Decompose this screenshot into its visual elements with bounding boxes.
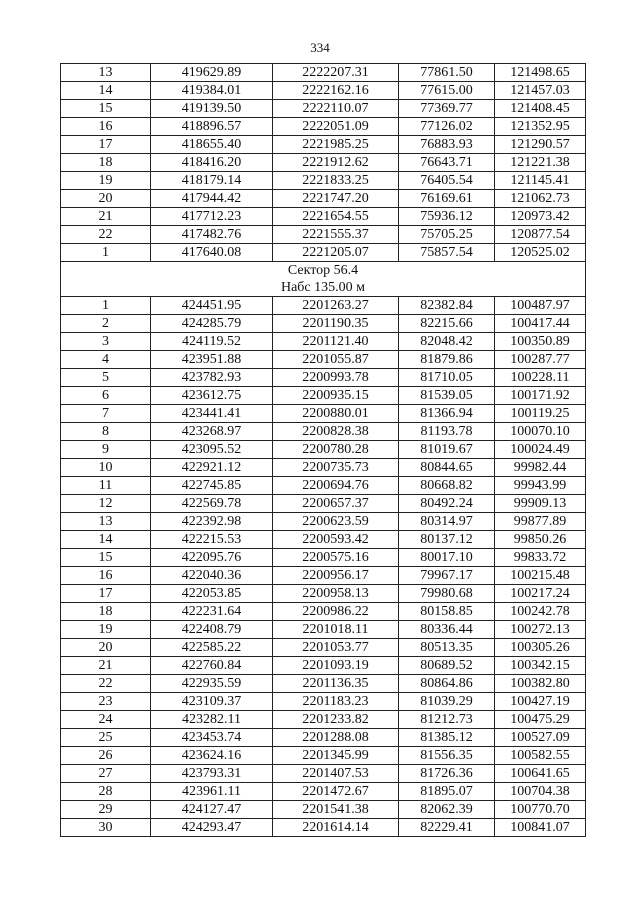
x-local-cell: 76883.93 bbox=[399, 136, 495, 154]
y-coord-cell: 2221833.25 bbox=[273, 172, 399, 190]
x-local-cell: 82215.66 bbox=[399, 315, 495, 333]
y-local-cell: 121352.95 bbox=[495, 118, 586, 136]
x-local-cell: 82382.84 bbox=[399, 297, 495, 315]
y-local-cell: 99850.26 bbox=[495, 531, 586, 549]
y-local-cell: 99982.44 bbox=[495, 459, 586, 477]
x-coord-cell: 417482.76 bbox=[151, 226, 273, 244]
y-coord-cell: 2201233.82 bbox=[273, 711, 399, 729]
y-local-cell: 121498.65 bbox=[495, 64, 586, 82]
table-row bbox=[61, 423, 586, 441]
point-number-cell: 16 bbox=[61, 567, 151, 585]
x-local-cell: 82048.42 bbox=[399, 333, 495, 351]
y-coord-cell: 2222110.07 bbox=[273, 100, 399, 118]
x-local-cell: 76405.54 bbox=[399, 172, 495, 190]
y-coord-cell: 2221912.62 bbox=[273, 154, 399, 172]
y-local-cell: 100527.09 bbox=[495, 729, 586, 747]
y-local-cell: 121062.73 bbox=[495, 190, 586, 208]
x-coord-cell: 418655.40 bbox=[151, 136, 273, 154]
table-row bbox=[61, 315, 586, 333]
point-number-cell: 4 bbox=[61, 351, 151, 369]
y-local-cell: 100272.13 bbox=[495, 621, 586, 639]
point-number-cell: 19 bbox=[61, 621, 151, 639]
y-coord-cell: 2201288.08 bbox=[273, 729, 399, 747]
point-number-cell: 21 bbox=[61, 657, 151, 675]
point-number-cell: 23 bbox=[61, 693, 151, 711]
y-local-cell: 99877.89 bbox=[495, 513, 586, 531]
point-number-cell: 20 bbox=[61, 639, 151, 657]
point-number-cell: 2 bbox=[61, 315, 151, 333]
table-row bbox=[61, 136, 586, 154]
x-coord-cell: 422760.84 bbox=[151, 657, 273, 675]
x-local-cell: 77615.00 bbox=[399, 82, 495, 100]
y-coord-cell: 2201263.27 bbox=[273, 297, 399, 315]
y-coord-cell: 2221205.07 bbox=[273, 244, 399, 262]
x-coord-cell: 418179.14 bbox=[151, 172, 273, 190]
table-row bbox=[61, 783, 586, 801]
sector-header bbox=[61, 262, 586, 297]
y-coord-cell: 2200623.59 bbox=[273, 513, 399, 531]
point-number-cell: 18 bbox=[61, 603, 151, 621]
table-body-upper bbox=[61, 64, 586, 262]
table-row bbox=[61, 495, 586, 513]
y-local-cell: 100217.24 bbox=[495, 585, 586, 603]
y-coord-cell: 2201053.77 bbox=[273, 639, 399, 657]
x-coord-cell: 422040.36 bbox=[151, 567, 273, 585]
table-row bbox=[61, 693, 586, 711]
y-local-cell: 100287.77 bbox=[495, 351, 586, 369]
y-local-cell: 100215.48 bbox=[495, 567, 586, 585]
y-local-cell: 99909.13 bbox=[495, 495, 586, 513]
point-number-cell: 7 bbox=[61, 405, 151, 423]
x-coord-cell: 423441.41 bbox=[151, 405, 273, 423]
x-coord-cell: 422053.85 bbox=[151, 585, 273, 603]
point-number-cell: 8 bbox=[61, 423, 151, 441]
point-number-cell: 28 bbox=[61, 783, 151, 801]
point-number-cell: 12 bbox=[61, 495, 151, 513]
point-number-cell: 11 bbox=[61, 477, 151, 495]
x-local-cell: 77861.50 bbox=[399, 64, 495, 82]
x-local-cell: 75857.54 bbox=[399, 244, 495, 262]
x-coord-cell: 424285.79 bbox=[151, 315, 273, 333]
point-number-cell: 30 bbox=[61, 819, 151, 837]
x-local-cell: 80314.97 bbox=[399, 513, 495, 531]
x-local-cell: 80492.24 bbox=[399, 495, 495, 513]
y-local-cell: 100350.89 bbox=[495, 333, 586, 351]
y-local-cell: 100228.11 bbox=[495, 369, 586, 387]
x-local-cell: 80336.44 bbox=[399, 621, 495, 639]
table-row bbox=[61, 747, 586, 765]
table-row bbox=[61, 118, 586, 136]
x-coord-cell: 424127.47 bbox=[151, 801, 273, 819]
point-number-cell: 21 bbox=[61, 208, 151, 226]
point-number-cell: 13 bbox=[61, 513, 151, 531]
x-local-cell: 81366.94 bbox=[399, 405, 495, 423]
y-local-cell: 100171.92 bbox=[495, 387, 586, 405]
y-coord-cell: 2201018.11 bbox=[273, 621, 399, 639]
coordinates-table bbox=[60, 63, 586, 837]
x-local-cell: 76643.71 bbox=[399, 154, 495, 172]
table-row bbox=[61, 190, 586, 208]
table-row bbox=[61, 585, 586, 603]
y-local-cell: 121145.41 bbox=[495, 172, 586, 190]
table-row bbox=[61, 549, 586, 567]
y-local-cell: 121221.38 bbox=[495, 154, 586, 172]
table-row bbox=[61, 441, 586, 459]
table-row bbox=[61, 244, 586, 262]
table-row bbox=[61, 513, 586, 531]
y-coord-cell: 2201407.53 bbox=[273, 765, 399, 783]
x-local-cell: 82062.39 bbox=[399, 801, 495, 819]
x-coord-cell: 422935.59 bbox=[151, 675, 273, 693]
y-local-cell: 120877.54 bbox=[495, 226, 586, 244]
x-local-cell: 80137.12 bbox=[399, 531, 495, 549]
x-local-cell: 80158.85 bbox=[399, 603, 495, 621]
y-coord-cell: 2221654.55 bbox=[273, 208, 399, 226]
y-coord-cell: 2221555.37 bbox=[273, 226, 399, 244]
x-coord-cell: 418416.20 bbox=[151, 154, 273, 172]
x-coord-cell: 419629.89 bbox=[151, 64, 273, 82]
point-number-cell: 25 bbox=[61, 729, 151, 747]
sector-row bbox=[61, 262, 586, 297]
table-row bbox=[61, 333, 586, 351]
table-body-lower bbox=[61, 297, 586, 837]
x-coord-cell: 417712.23 bbox=[151, 208, 273, 226]
y-coord-cell: 2200828.38 bbox=[273, 423, 399, 441]
y-coord-cell: 2201136.35 bbox=[273, 675, 399, 693]
x-local-cell: 81556.35 bbox=[399, 747, 495, 765]
y-local-cell: 100070.10 bbox=[495, 423, 586, 441]
point-number-cell: 9 bbox=[61, 441, 151, 459]
x-local-cell: 81710.05 bbox=[399, 369, 495, 387]
y-local-cell: 100242.78 bbox=[495, 603, 586, 621]
x-coord-cell: 419139.50 bbox=[151, 100, 273, 118]
table-row bbox=[61, 621, 586, 639]
point-number-cell: 14 bbox=[61, 531, 151, 549]
y-local-cell: 120525.02 bbox=[495, 244, 586, 262]
y-local-cell: 100582.55 bbox=[495, 747, 586, 765]
y-local-cell: 100024.49 bbox=[495, 441, 586, 459]
sector-height: Набс 135.00 м bbox=[280, 280, 366, 295]
x-coord-cell: 417944.42 bbox=[151, 190, 273, 208]
x-local-cell: 81385.12 bbox=[399, 729, 495, 747]
table-row bbox=[61, 729, 586, 747]
x-coord-cell: 422231.64 bbox=[151, 603, 273, 621]
x-coord-cell: 423951.88 bbox=[151, 351, 273, 369]
x-coord-cell: 424119.52 bbox=[151, 333, 273, 351]
table-row bbox=[61, 297, 586, 315]
x-local-cell: 80017.10 bbox=[399, 549, 495, 567]
table-row bbox=[61, 477, 586, 495]
y-coord-cell: 2201121.40 bbox=[273, 333, 399, 351]
x-coord-cell: 422569.78 bbox=[151, 495, 273, 513]
y-coord-cell: 2201614.14 bbox=[273, 819, 399, 837]
y-local-cell: 100487.97 bbox=[495, 297, 586, 315]
x-local-cell: 77369.77 bbox=[399, 100, 495, 118]
x-local-cell: 79980.68 bbox=[399, 585, 495, 603]
y-local-cell: 121290.57 bbox=[495, 136, 586, 154]
y-local-cell: 100305.26 bbox=[495, 639, 586, 657]
y-local-cell: 100119.25 bbox=[495, 405, 586, 423]
y-coord-cell: 2201345.99 bbox=[273, 747, 399, 765]
y-coord-cell: 2200993.78 bbox=[273, 369, 399, 387]
point-number-cell: 26 bbox=[61, 747, 151, 765]
y-coord-cell: 2200735.73 bbox=[273, 459, 399, 477]
y-coord-cell: 2201093.19 bbox=[273, 657, 399, 675]
table-row bbox=[61, 387, 586, 405]
y-coord-cell: 2222051.09 bbox=[273, 118, 399, 136]
x-coord-cell: 423268.97 bbox=[151, 423, 273, 441]
x-local-cell: 81879.86 bbox=[399, 351, 495, 369]
x-local-cell: 81039.29 bbox=[399, 693, 495, 711]
x-coord-cell: 423095.52 bbox=[151, 441, 273, 459]
table-row bbox=[61, 459, 586, 477]
point-number-cell: 17 bbox=[61, 136, 151, 154]
table-row bbox=[61, 369, 586, 387]
x-coord-cell: 423961.11 bbox=[151, 783, 273, 801]
y-local-cell: 100342.15 bbox=[495, 657, 586, 675]
y-coord-cell: 2200575.16 bbox=[273, 549, 399, 567]
table-row bbox=[61, 405, 586, 423]
point-number-cell: 1 bbox=[61, 297, 151, 315]
y-coord-cell: 2200958.13 bbox=[273, 585, 399, 603]
y-coord-cell: 2222162.16 bbox=[273, 82, 399, 100]
y-coord-cell: 2200694.76 bbox=[273, 477, 399, 495]
x-coord-cell: 422921.12 bbox=[151, 459, 273, 477]
point-number-cell: 18 bbox=[61, 154, 151, 172]
table-row bbox=[61, 765, 586, 783]
point-number-cell: 20 bbox=[61, 190, 151, 208]
point-number-cell: 10 bbox=[61, 459, 151, 477]
y-coord-cell: 2200986.22 bbox=[273, 603, 399, 621]
point-number-cell: 24 bbox=[61, 711, 151, 729]
point-number-cell: 15 bbox=[61, 549, 151, 567]
point-number-cell: 5 bbox=[61, 369, 151, 387]
point-number-cell: 3 bbox=[61, 333, 151, 351]
x-coord-cell: 422745.85 bbox=[151, 477, 273, 495]
x-local-cell: 76169.61 bbox=[399, 190, 495, 208]
table-row bbox=[61, 639, 586, 657]
table-row bbox=[61, 154, 586, 172]
table-row bbox=[61, 64, 586, 82]
y-local-cell: 121457.03 bbox=[495, 82, 586, 100]
table-row bbox=[61, 711, 586, 729]
y-local-cell: 99943.99 bbox=[495, 477, 586, 495]
x-local-cell: 81019.67 bbox=[399, 441, 495, 459]
y-local-cell: 100417.44 bbox=[495, 315, 586, 333]
x-coord-cell: 424293.47 bbox=[151, 819, 273, 837]
x-coord-cell: 419384.01 bbox=[151, 82, 273, 100]
x-local-cell: 80864.86 bbox=[399, 675, 495, 693]
x-local-cell: 80844.65 bbox=[399, 459, 495, 477]
point-number-cell: 6 bbox=[61, 387, 151, 405]
x-coord-cell: 423624.16 bbox=[151, 747, 273, 765]
x-coord-cell: 422408.79 bbox=[151, 621, 273, 639]
x-coord-cell: 422095.76 bbox=[151, 549, 273, 567]
point-number-cell: 29 bbox=[61, 801, 151, 819]
y-local-cell: 100841.07 bbox=[495, 819, 586, 837]
table-row bbox=[61, 567, 586, 585]
y-coord-cell: 2201055.87 bbox=[273, 351, 399, 369]
table-row bbox=[61, 801, 586, 819]
x-local-cell: 81726.36 bbox=[399, 765, 495, 783]
x-coord-cell: 423109.37 bbox=[151, 693, 273, 711]
x-coord-cell: 424451.95 bbox=[151, 297, 273, 315]
table-row bbox=[61, 657, 586, 675]
x-local-cell: 81539.05 bbox=[399, 387, 495, 405]
page-number: 334 bbox=[310, 40, 330, 55]
table-row bbox=[61, 675, 586, 693]
x-local-cell: 80513.35 bbox=[399, 639, 495, 657]
x-coord-cell: 422585.22 bbox=[151, 639, 273, 657]
table-row bbox=[61, 351, 586, 369]
y-coord-cell: 2200593.42 bbox=[273, 531, 399, 549]
table-row bbox=[61, 226, 586, 244]
table-row bbox=[61, 100, 586, 118]
table-row bbox=[61, 82, 586, 100]
point-number-cell: 14 bbox=[61, 82, 151, 100]
point-number-cell: 16 bbox=[61, 118, 151, 136]
y-coord-cell: 2201541.38 bbox=[273, 801, 399, 819]
x-local-cell: 81193.78 bbox=[399, 423, 495, 441]
x-coord-cell: 417640.08 bbox=[151, 244, 273, 262]
x-local-cell: 75705.25 bbox=[399, 226, 495, 244]
x-coord-cell: 422215.53 bbox=[151, 531, 273, 549]
y-local-cell: 121408.45 bbox=[495, 100, 586, 118]
table-row bbox=[61, 208, 586, 226]
y-coord-cell: 2201472.67 bbox=[273, 783, 399, 801]
y-coord-cell: 2200956.17 bbox=[273, 567, 399, 585]
x-local-cell: 80689.52 bbox=[399, 657, 495, 675]
y-local-cell: 100704.38 bbox=[495, 783, 586, 801]
x-coord-cell: 423612.75 bbox=[151, 387, 273, 405]
y-coord-cell: 2200780.28 bbox=[273, 441, 399, 459]
x-coord-cell: 423793.31 bbox=[151, 765, 273, 783]
y-local-cell: 100475.29 bbox=[495, 711, 586, 729]
y-local-cell: 99833.72 bbox=[495, 549, 586, 567]
x-local-cell: 81212.73 bbox=[399, 711, 495, 729]
point-number-cell: 19 bbox=[61, 172, 151, 190]
x-local-cell: 82229.41 bbox=[399, 819, 495, 837]
x-local-cell: 81895.07 bbox=[399, 783, 495, 801]
sector-cell bbox=[61, 262, 586, 297]
point-number-cell: 22 bbox=[61, 675, 151, 693]
table-row bbox=[61, 819, 586, 837]
y-local-cell: 100770.70 bbox=[495, 801, 586, 819]
y-local-cell: 100641.65 bbox=[495, 765, 586, 783]
point-number-cell: 22 bbox=[61, 226, 151, 244]
x-local-cell: 75936.12 bbox=[399, 208, 495, 226]
y-coord-cell: 2221985.25 bbox=[273, 136, 399, 154]
x-local-cell: 77126.02 bbox=[399, 118, 495, 136]
y-coord-cell: 2221747.20 bbox=[273, 190, 399, 208]
point-number-cell: 27 bbox=[61, 765, 151, 783]
point-number-cell: 13 bbox=[61, 64, 151, 82]
point-number-cell: 17 bbox=[61, 585, 151, 603]
sector-name: Сектор 56.4 bbox=[287, 263, 359, 278]
y-coord-cell: 2200880.01 bbox=[273, 405, 399, 423]
y-coord-cell: 2200657.37 bbox=[273, 495, 399, 513]
table-row bbox=[61, 603, 586, 621]
y-local-cell: 100382.80 bbox=[495, 675, 586, 693]
y-coord-cell: 2201183.23 bbox=[273, 693, 399, 711]
y-coord-cell: 2201190.35 bbox=[273, 315, 399, 333]
point-number-cell: 15 bbox=[61, 100, 151, 118]
x-coord-cell: 423282.11 bbox=[151, 711, 273, 729]
x-local-cell: 80668.82 bbox=[399, 477, 495, 495]
point-number-cell: 1 bbox=[61, 244, 151, 262]
x-coord-cell: 422392.98 bbox=[151, 513, 273, 531]
x-coord-cell: 423453.74 bbox=[151, 729, 273, 747]
y-coord-cell: 2200935.15 bbox=[273, 387, 399, 405]
x-coord-cell: 423782.93 bbox=[151, 369, 273, 387]
x-coord-cell: 418896.57 bbox=[151, 118, 273, 136]
y-local-cell: 100427.19 bbox=[495, 693, 586, 711]
y-local-cell: 120973.42 bbox=[495, 208, 586, 226]
y-coord-cell: 2222207.31 bbox=[273, 64, 399, 82]
table-row bbox=[61, 531, 586, 549]
table-row bbox=[61, 172, 586, 190]
x-local-cell: 79967.17 bbox=[399, 567, 495, 585]
